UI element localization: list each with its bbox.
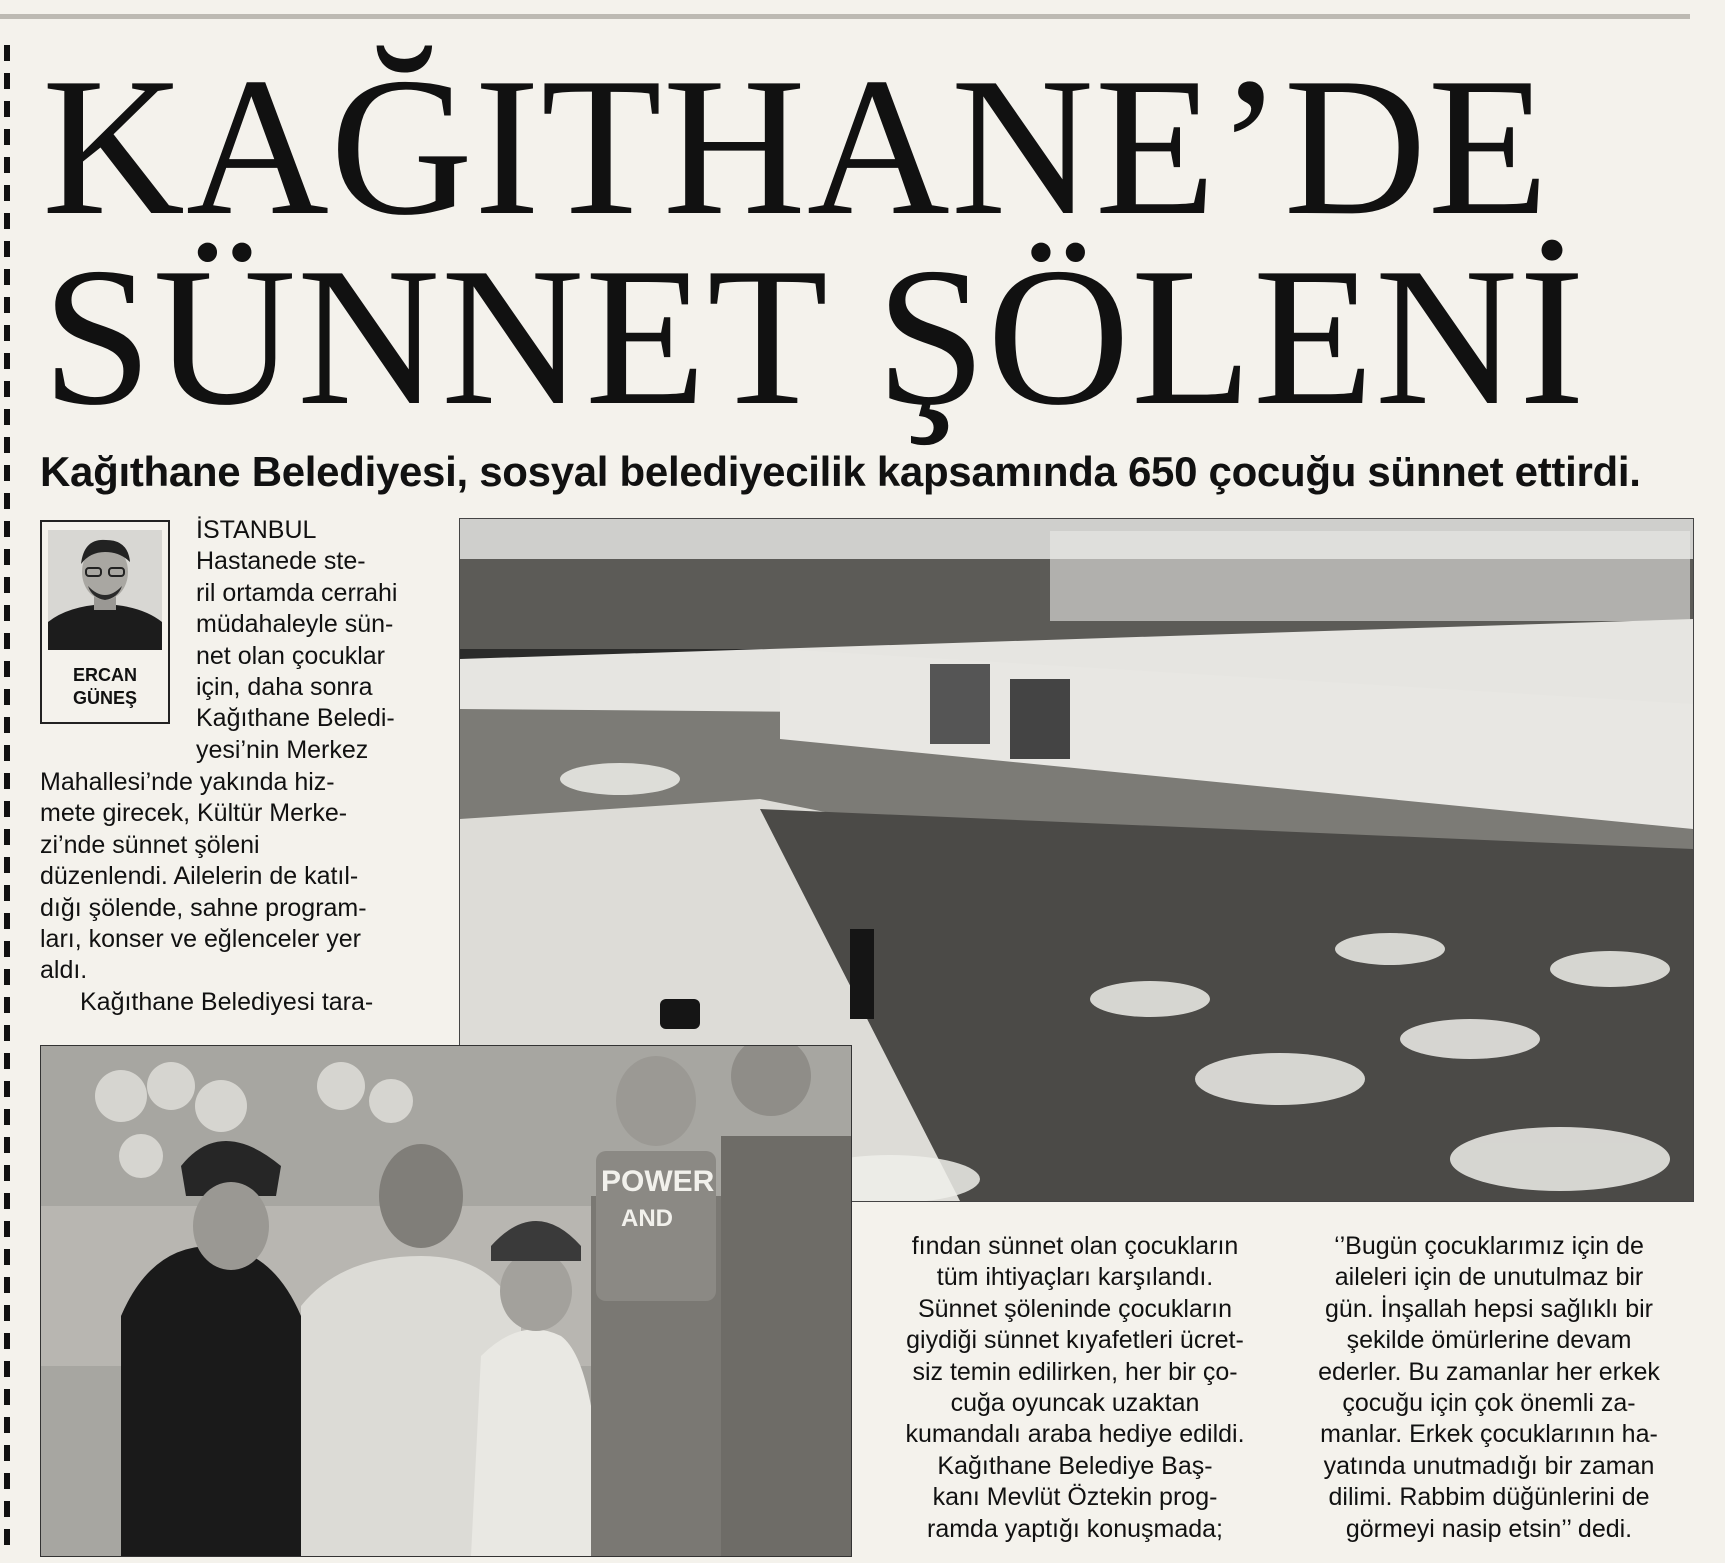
- text-line: zi’nde sünnet şöleni: [40, 830, 260, 859]
- text-line: cuğa oyuncak uzaktan: [950, 1389, 1200, 1418]
- text-line: aileleri için de unutulmaz bir: [1334, 1263, 1644, 1292]
- text-line: çocuğu için çok önemli za-: [1342, 1389, 1636, 1418]
- text-line: Sünnet şöleninde çocukların: [917, 1294, 1233, 1323]
- headline-line-1: KAĞITHANE’DE: [42, 37, 1550, 256]
- author-first-name: ERCAN: [72, 665, 137, 685]
- author-last-name: GÜNEŞ: [72, 688, 137, 708]
- subheadline: Kağıthane Belediyesi, sosyal belediyecilik kapsamında 650 çocuğu sünnet ettirdi.: [40, 448, 1641, 495]
- dashed-cut-line: [4, 45, 10, 1555]
- text-line: mete girecek, Kültür Merke-: [40, 799, 348, 828]
- text-line: tüm ihtiyaçları karşılandı.: [936, 1263, 1214, 1292]
- text-line: ril ortamda cerrahi: [196, 578, 398, 607]
- text-line: dığı şölende, sahne program-: [40, 893, 367, 922]
- column-2: [880, 1231, 1270, 1545]
- dateline: İSTANBUL: [196, 516, 317, 544]
- text-line: Kağıthane Belediyesi tara-: [80, 987, 374, 1016]
- text-line: yatında unutmadığı bir zaman: [1323, 1451, 1655, 1480]
- text-line: ramda yaptığı konuşmada;: [927, 1514, 1223, 1543]
- column-3: [1290, 1231, 1688, 1545]
- text-line: net olan çocuklar: [196, 641, 386, 670]
- text-line: gün. İnşallah hepsi sağlıklı bir: [1325, 1294, 1653, 1323]
- text-line: yesi’nin Merkez: [196, 735, 369, 764]
- text-line: Kağıthane Belediye Baş-: [937, 1451, 1213, 1480]
- text-line: manlar. Erkek çocuklarının ha-: [1320, 1420, 1658, 1449]
- text-line: düzenlendi. Ailelerin de katıl-: [40, 862, 359, 891]
- text-line: kumandalı araba hediye edildi.: [905, 1420, 1245, 1449]
- text-line: müdahaleyle sün-: [196, 610, 394, 639]
- shirt-text-and: AND: [621, 1205, 673, 1232]
- text-line: ederler. Bu zamanlar her erkek: [1318, 1357, 1660, 1386]
- text-line: aldı.: [40, 956, 88, 985]
- children-photo: [40, 1045, 852, 1557]
- author-photo: [48, 530, 162, 650]
- text-line: ları, konser ve eğlenceler yer: [40, 925, 361, 954]
- text-line: Hastanede ste-: [196, 547, 366, 576]
- text-line: için, daha sonra: [196, 673, 373, 702]
- shirt-text-power: POWER: [601, 1165, 715, 1198]
- top-rule: [0, 14, 1690, 19]
- text-line: Kağıthane Beledi-: [196, 704, 395, 733]
- text-line: Mahallesi’nde yakında hiz-: [40, 768, 335, 796]
- text-line: kanı Mevlüt Öztekin prog-: [932, 1483, 1218, 1512]
- byline-box: [40, 520, 170, 724]
- text-line: görmeyi nasip etsin’’ dedi.: [1345, 1514, 1633, 1543]
- text-line: dilimi. Rabbim düğünlerini de: [1328, 1483, 1650, 1512]
- text-line: ‘’Bugün çocuklarımız için de: [1334, 1232, 1644, 1260]
- column-1-top: [196, 515, 426, 766]
- text-line: şekilde ömürlerine devam: [1346, 1326, 1632, 1355]
- headline: [42, 37, 1692, 446]
- headline-line-2: SÜNNET ŞÖLENİ: [42, 227, 1586, 446]
- column-1-bottom: [40, 767, 426, 1018]
- text-line: siz temin edilirken, her bir ço-: [912, 1357, 1238, 1386]
- author-name: [42, 664, 168, 710]
- text-line: giydiği sünnet kıyafetleri ücret-: [906, 1326, 1244, 1355]
- text-line: fından sünnet olan çocukların: [911, 1232, 1239, 1260]
